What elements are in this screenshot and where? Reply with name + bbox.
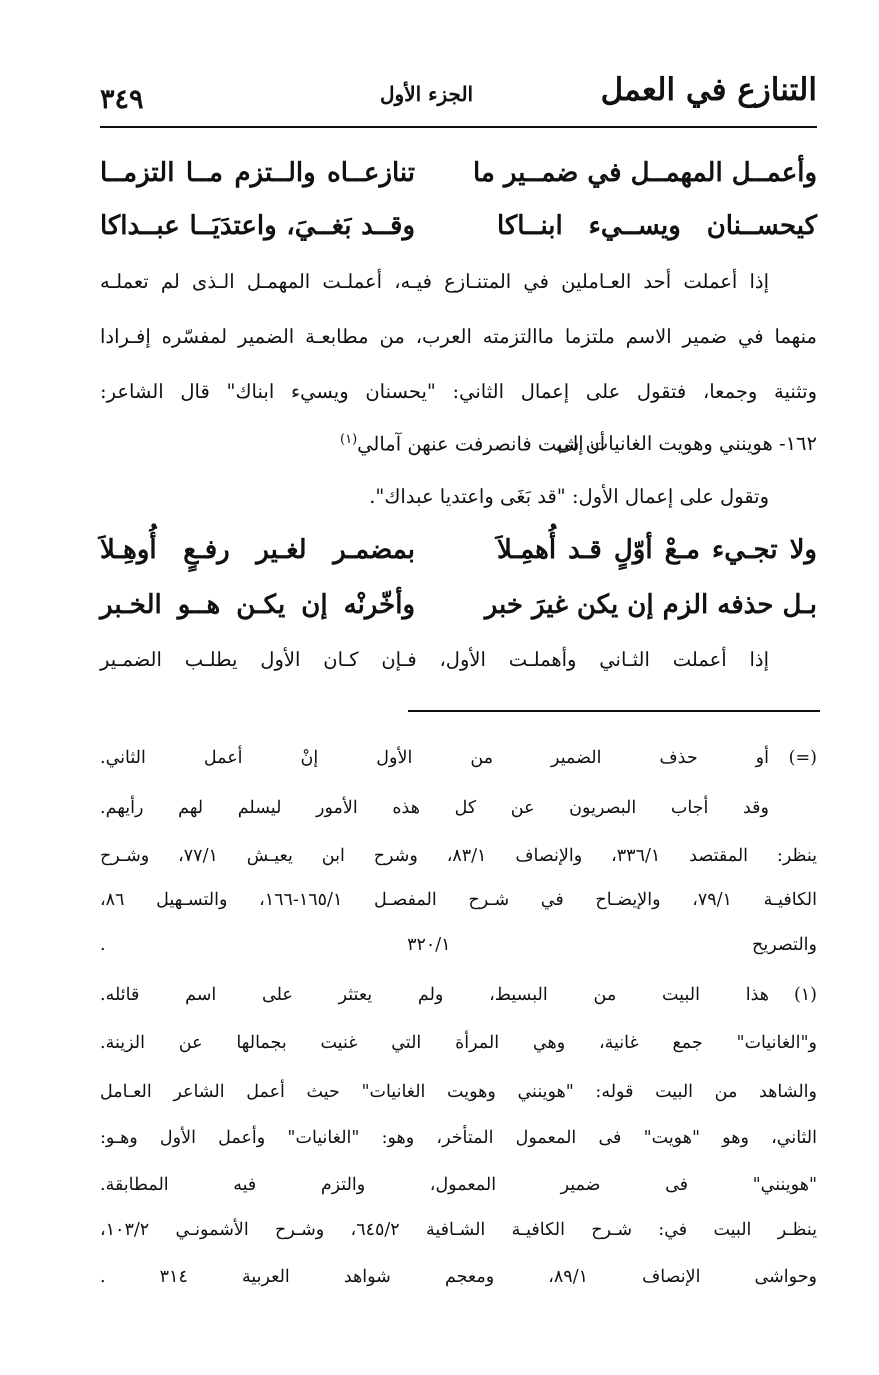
shahid-second-hemistich (340, 432, 605, 456)
example-line: وتقول على إعمال الأول: "قد بَغَى واعتديا عبداك". (369, 485, 769, 508)
body-line: منهما في ضمير الاسم ملتزما ماالتزمته العرب، من مطابعـة الضمير لمفسّره إفـرادا (100, 325, 817, 348)
verse-second-hemistich: بمضمـر لغـير رفـعٍ أُوهِـلاَ (100, 535, 415, 565)
verse-second-hemistich: وأخّرنْه إن يكـن هــو الخـبر (100, 590, 415, 620)
running-header (100, 70, 817, 120)
footnote-mark: (١) (793, 985, 817, 1005)
footnote-line: ينظـر البيت في: شـرح الكافيـة الشـافية ٦٤٥/٢، وشـرح الأشمونـي ١٠٣/٢، (100, 1220, 818, 1240)
footnote-line: أو حذف الضمير من الأول إنْ أعمل الثاني. (100, 748, 769, 768)
verse-second-hemistich: وقــد بَغــيَ، واعتدَيَــا عبــداكا (100, 211, 415, 241)
verse-line (100, 158, 817, 198)
footnote-line: الكافيـة ٧٩/١، والإيضـاح في شـرح المفصـل ١٦٥/١-١٦٦، والتسـهيل ٨٦، (100, 890, 817, 910)
footnote-line: وقد أجاب البصريون عن كل هذه الأمور ليسلم لهم رأيهم. (100, 798, 769, 818)
footnote-line: الثاني، وهو "هويت" فى المعمول المتأخر، وهو: "الغانيات" وأعمل الأول وهـو: (100, 1128, 817, 1148)
part-label: الجزء الأول (380, 82, 474, 106)
verse-first-hemistich: كيحســنان ويســيء ابنــاكا (497, 211, 817, 241)
footnote-divider (408, 710, 820, 712)
footnote-line: والتصريح ٣٢٠/١ . (100, 935, 817, 955)
footnote-line: وحواشى الإنصاف ٨٩/١، ومعجم شواهد العربية ٣١٤ . (100, 1267, 817, 1287)
footnote-line: و"الغانيات" جمع غانية، وهي المرأة التي غنيت بجمالها عن الزينة. (100, 1033, 817, 1053)
footnote-line: والشاهد من البيت قوله: "هوينني وهويت الغانيات" حيث أعمل الشاعر العـامل (100, 1082, 817, 1102)
footnote-line: "هوينني" فى ضمير المعمول، والتزم فيه المطابقة. (100, 1175, 817, 1195)
verse-line (100, 535, 817, 575)
shahid-first-hemistich: ١٦٢- هوينني وهويت الغانيات إلى (556, 432, 817, 455)
footnote-line: هذا البيت من البسيط، ولم يعتثر على اسم قائله. (100, 985, 769, 1005)
footnote-reference: (١) (340, 432, 358, 447)
chapter-title: التنازع في العمل (600, 72, 817, 108)
verse-line (100, 590, 817, 630)
verse-first-hemistich: بـل حذفه الزم إن يكن غيرَ خبر (484, 590, 817, 620)
footnote-mark: (=) (788, 748, 817, 768)
shahid-second-hemistich-text: أن شبت فانصرفت عنهن آمالي (357, 432, 606, 456)
verse-first-hemistich: وأعمــل المهمــل في ضمــير ما (472, 158, 817, 188)
footnote-line: ينظر: المقتصد ٣٣٦/١، والإنصاف ٨٣/١، وشرح ابن يعيـش ٧٧/١، وشـرح (100, 846, 817, 866)
page-number: ٣٤٩ (100, 84, 144, 115)
body-line: إذا أعملت الثـاني وأهملـت الأول، فـإن كـان الأول يطلـب الضمـير (100, 648, 769, 671)
body-line: إذا أعملت أحد العـاملين في المتنـازع فيـه، أعملـت المهمـل الـذى لم تعملـه (100, 270, 769, 293)
verse-second-hemistich: تنازعــاه والــتزم مــا التزمــا (100, 158, 415, 188)
verse-line (100, 211, 817, 251)
header-divider (100, 126, 817, 128)
body-line: وتثنية وجمعا، فتقول على إعمال الثاني: "يحسنان ويسيء ابناك" قال الشاعر: (100, 380, 817, 403)
verse-first-hemistich: ولا تجـيء مـعْ أوّلٍ قـد أُهمِـلاَ (497, 535, 817, 565)
